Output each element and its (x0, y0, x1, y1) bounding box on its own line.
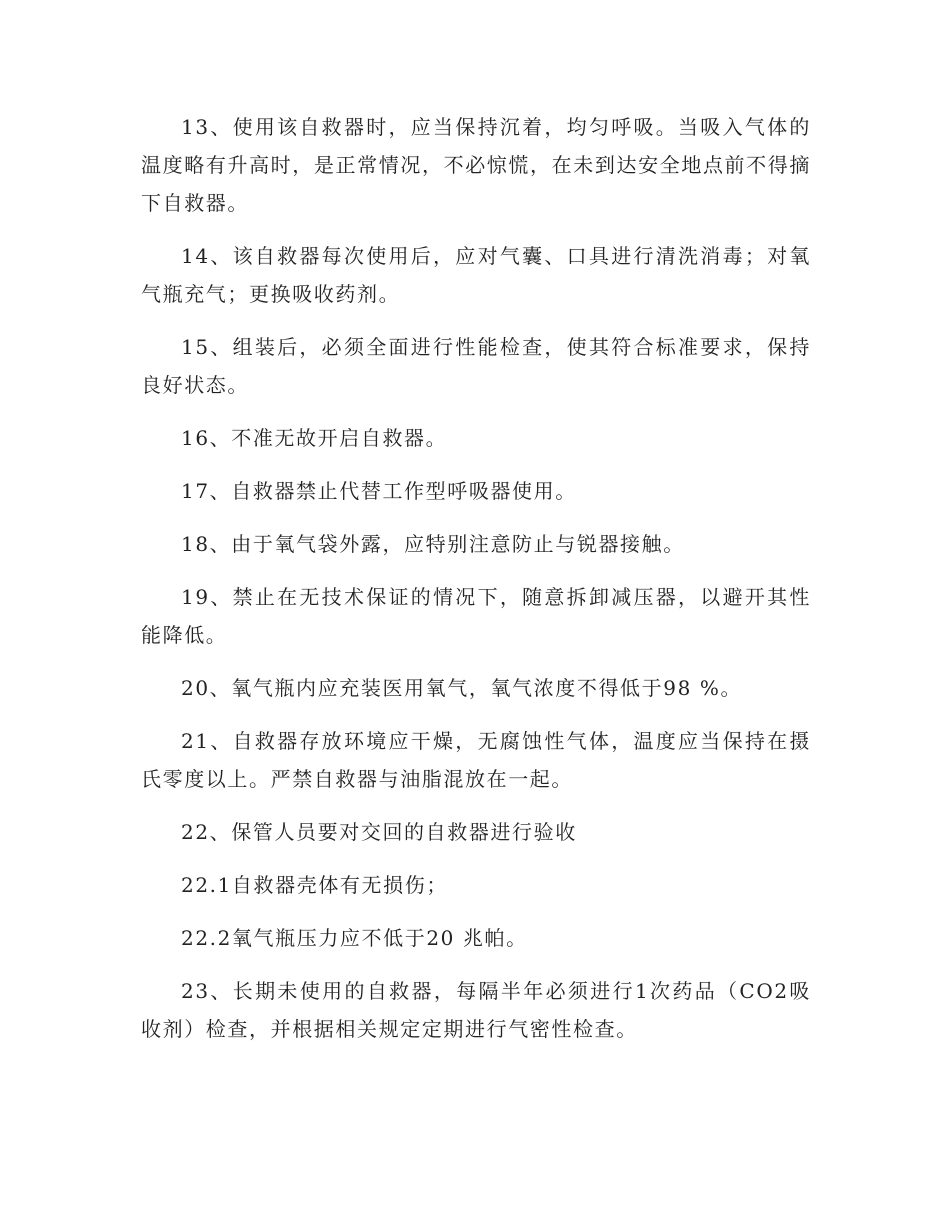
paragraph-21: 21、自救器存放环境应干燥，无腐蚀性气体，温度应当保持在摄氏零度以上。严禁自救器与油脂混放在一起。 (141, 729, 811, 791)
paragraph-23: 23、长期未使用的自救器，每隔半年必须进行1次药品（CO2吸收剂）检查，并根据相关规定定期进行气密性检查。 (141, 979, 811, 1041)
paragraph-13: 13、使用该自救器时，应当保持沉着，均匀呼吸。当吸入气体的温度略有升高时，是正常情况，不必惊慌，在未到达安全地点前不得摘下自救器。 (141, 115, 811, 215)
paragraph-17: 17、自救器禁止代替工作型呼吸器使用。 (181, 479, 577, 503)
paragraph-14: 14、该自救器每次使用后，应对气囊、口具进行清洗消毒；对氧气瓶充气；更换吸收药剂。 (141, 244, 811, 306)
paragraph-22-1: 22.1自救器壳体有无损伤； (181, 873, 448, 897)
paragraph-20: 20、氧气瓶内应充装医用氧气，氧气浓度不得低于98 %。 (181, 676, 743, 700)
paragraph-19: 19、禁止在无技术保证的情况下，随意拆卸减压器，以避开其性能降低。 (141, 585, 811, 647)
document-body (141, 108, 811, 1063)
paragraph-16: 16、不准无故开启自救器。 (181, 426, 448, 450)
paragraph-18: 18、由于氧气袋外露，应特别注意防止与锐器接触。 (181, 532, 685, 556)
paragraph-22: 22、保管人员要对交回的自救器进行验收 (181, 820, 577, 844)
paragraph-15: 15、组装后，必须全面进行性能检查，使其符合标准要求，保持良好状态。 (141, 335, 811, 397)
paragraph-22-2: 22.2氧气瓶压力应不低于20 兆帕。 (181, 926, 528, 950)
